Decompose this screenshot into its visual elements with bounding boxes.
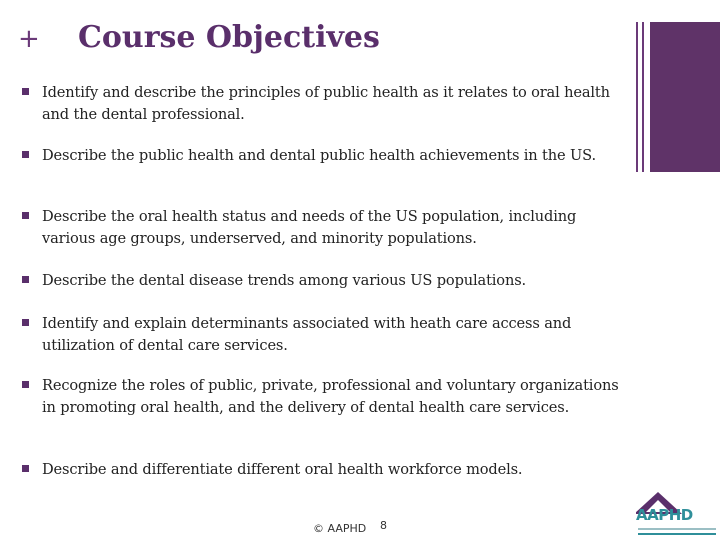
bullet-square-icon	[22, 381, 29, 388]
bullet-square-icon	[22, 465, 29, 472]
objective-text: Identify and describe the principles of public health as it relates to oral health and the dental professional.	[42, 84, 610, 123]
objective-item	[22, 375, 627, 419]
decorative-bar-thin	[636, 22, 638, 172]
objective-text: Describe the dental disease trends among various US populations.	[42, 272, 527, 289]
objective-text: Identify and explain determinants associated with heath care access and utilization of dental care services.	[42, 315, 572, 354]
objective-item	[22, 459, 627, 481]
bullet-square-icon	[22, 88, 29, 95]
objective-text: Describe and differentiate different oral health workforce models.	[42, 461, 523, 478]
bullet-square-icon	[22, 319, 29, 326]
objective-item	[22, 82, 627, 126]
slide-title: Course Objectives	[78, 20, 380, 55]
bullet-square-icon	[22, 212, 29, 219]
objective-item	[22, 270, 627, 292]
objective-item	[22, 206, 627, 250]
page-number: 8	[380, 519, 387, 532]
footer-copyright: © AAPHD	[313, 522, 367, 535]
objective-item	[22, 145, 627, 167]
plus-icon: +	[18, 24, 40, 54]
decorative-bar-thin	[642, 22, 644, 172]
aaphd-logo	[636, 490, 718, 538]
bullet-square-icon	[22, 151, 29, 158]
objective-text: Recognize the roles of public, private, professional and voluntary organizations in promoting oral health, and the delivery of dental health care services.	[42, 377, 619, 416]
objective-text: Describe the public health and dental public health achievements in the US.	[42, 147, 596, 164]
bullet-square-icon	[22, 276, 29, 283]
objective-item	[22, 313, 627, 357]
decorative-bar-wide	[650, 22, 720, 172]
objective-text: Describe the oral health status and needs of the US population, including various age groups, underserved, and minority populations.	[42, 208, 577, 247]
logo-text: AAPHD	[636, 506, 693, 524]
